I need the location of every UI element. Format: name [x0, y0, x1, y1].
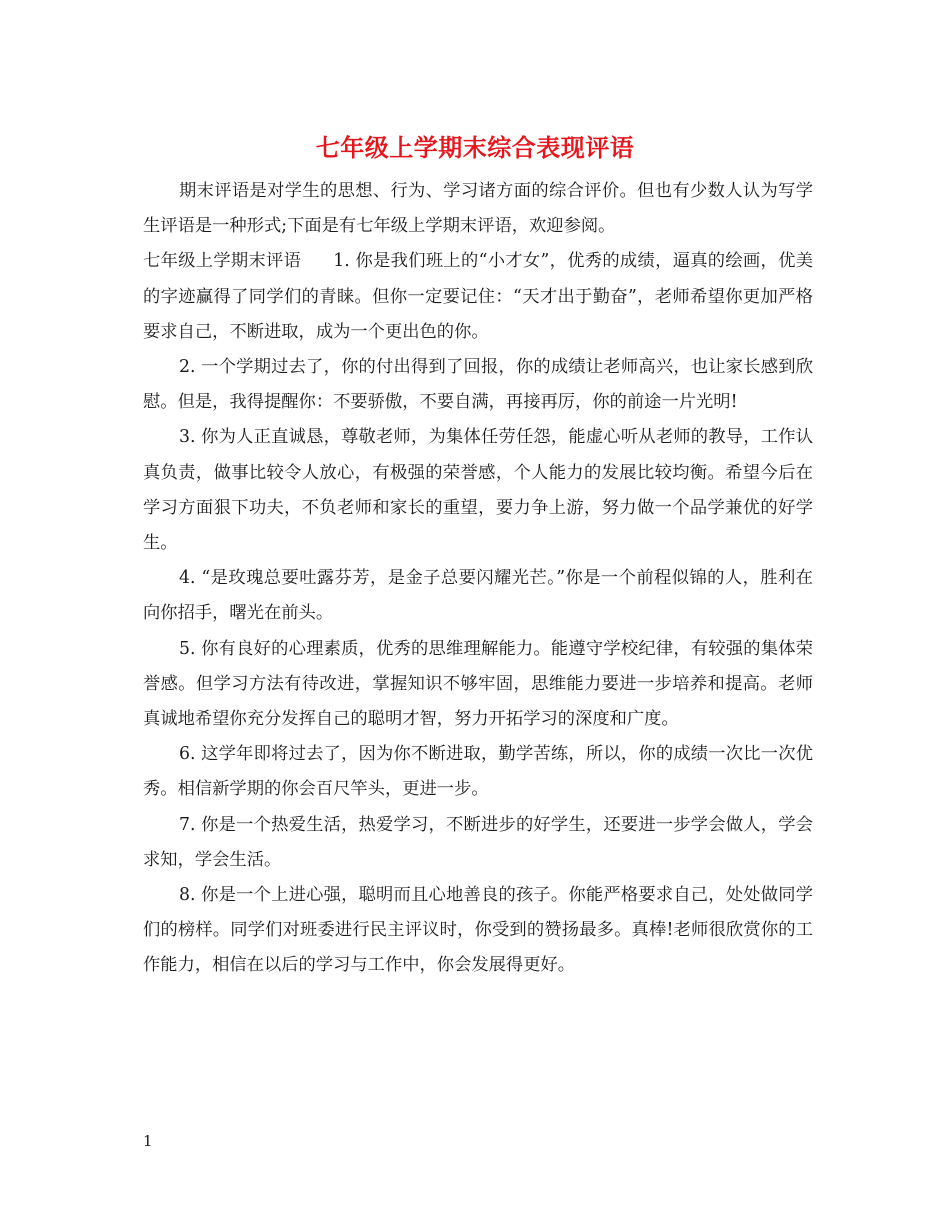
intro-paragraph: 期末评语是对学生的思想、行为、学习诸方面的综合评价。但也有少数人认为写学生评语是一种形式;下面是有七年级上学期末评语，欢迎参阅。 [143, 181, 813, 237]
comment-paragraph-6: 6. 这学年即将过去了，因为你不断进取，勤学苦练，所以，你的成绩一次比一次优秀。相信新学期的你会百尺竿头，更进一步。 [143, 744, 813, 800]
comment-paragraph-8: 8. 你是一个上进心强，聪明而且心地善良的孩子。你能严格要求自己，处处做同学们的榜样。同学们对班委进行民主评议时，你受到的赞扬最多。真棒!老师很欣赏你的工作能力，相信在以后的学习与工作中，你会发展得更好。 [143, 885, 813, 976]
page-number: 1 [143, 1132, 153, 1150]
comment-paragraph-4: 4. “是玫瑰总要吐露芬芳，是金子总要闪耀光芒。”你是一个前程似锦的人，胜利在向你招手，曙光在前头。 [143, 568, 813, 624]
comment-text-1: 1. 你是我们班上的“小才女”，优秀的成绩，逼真的绘画，优美的字迹赢得了同学们的青睐。但你一定要记住：“天才出于勤奋”，老师希望你更加严格要求自己，不断进取，成为一个更出色的你。 [143, 251, 813, 342]
comment-paragraph-5: 5. 你有良好的心理素质，优秀的思维理解能力。能遵守学校纪律，有较强的集体荣誉感。但学习方法有待改进，掌握知识不够牢固，思维能力要进一步培养和提高。老师真诚地希望你充分发挥自己的聪明才智，努力开拓学习的深度和广度。 [143, 638, 813, 730]
section-label: 七年级上学期末评语 [143, 251, 302, 272]
comment-paragraph-3: 3. 你为人正直诚恳，尊敬老师，为集体任劳任怨，能虚心听从老师的教导，工作认真负责，做事比较令人放心，有极强的荣誉感，个人能力的发展比较均衡。希望今后在学习方面狠下功夫，不负老师和家长的重望，要力争上游，努力做一个品学兼优的好学生。 [143, 427, 813, 554]
document-body [143, 174, 813, 984]
comment-paragraph-2: 2. 一个学期过去了，你的付出得到了回报，你的成绩让老师高兴，也让家长感到欣慰。但是，我得提醒你：不要骄傲，不要自满，再接再厉，你的前途一片光明! [143, 357, 813, 413]
document-title: 七年级上学期末综合表现评语 [315, 133, 635, 162]
comment-paragraph-7: 7. 你是一个热爱生活，热爱学习，不断进步的好学生，还要进一步学会做人，学会求知，学会生活。 [143, 814, 813, 870]
comment-paragraph-1 [143, 244, 813, 350]
